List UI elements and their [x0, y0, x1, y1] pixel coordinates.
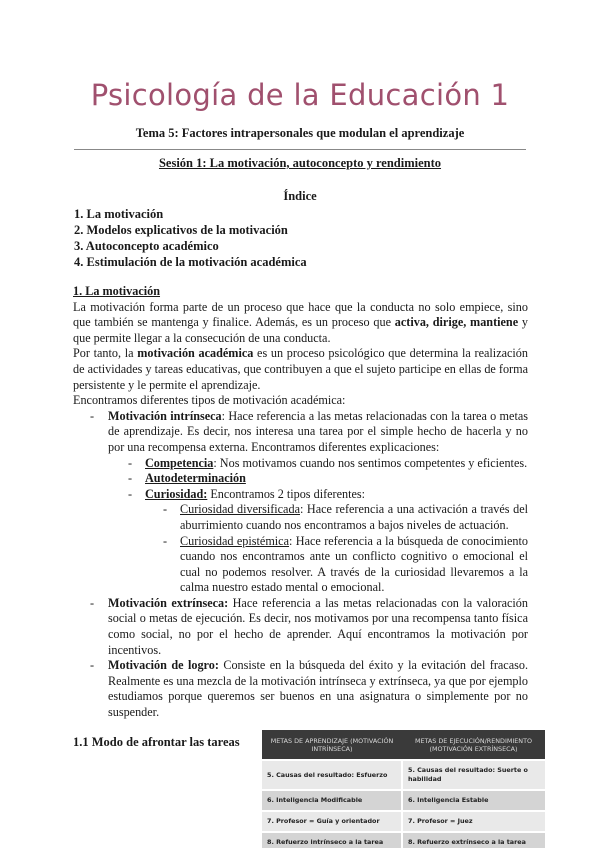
- bullet: -: [128, 471, 133, 486]
- section-1-heading: 1. La motivación: [73, 284, 161, 298]
- table-cell: 5. Causas del resultado: Suerte o habilidad: [402, 760, 545, 790]
- table-cell: 7. Profesor = Juez: [402, 811, 545, 832]
- list-item-competence: - Competencia: Nos motivamos cuando nos sentimos competentes y eficientes.: [128, 455, 528, 470]
- list-item-curiosity: - Curiosidad: Encontramos 2 tipos diferentes:: [128, 486, 366, 501]
- paragraph: Encontramos diferentes tipos de motivación académica:: [73, 393, 346, 408]
- document-title: Psicología de la Educación 1: [90, 78, 510, 112]
- index-heading: Índice: [283, 189, 317, 203]
- table-row: [262, 832, 545, 848]
- table-cell: 8. Refuerzo intrínseco a la tarea: [262, 832, 402, 848]
- bullet: -: [90, 408, 95, 423]
- bullet: -: [90, 658, 95, 673]
- table-cell: 6. Inteligencia Estable: [402, 790, 545, 811]
- toc-item[interactable]: 3. Autoconcepto académico: [74, 239, 219, 253]
- paragraph: La motivación forma parte de un proceso que hace que la conducta no solo empiece, sino que también se mantenga y finalice. Además, es un proceso que activa, dirige, mantiene y que permite llegar a la consecución de una conducta.: [73, 299, 528, 345]
- toc-item[interactable]: 4. Estimulación de la motivación académica: [74, 255, 307, 269]
- bullet: -: [128, 486, 133, 501]
- bullet: -: [163, 502, 168, 517]
- list-item-extrinsic: - Motivación extrínseca: Hace referencia a las metas relacionadas con la valoración social o metas de ejecución. Es decir, nos motivamos por una recompensa tanto física como social, no por el hecho de aprender. Aquí encontramos la motivación por incentivos.: [90, 595, 528, 657]
- horizontal-divider: [74, 149, 526, 150]
- list-item-achievement: - Motivación de logro: Consiste en la búsqueda del éxito y la evitación del fracaso. Realmente es una mezcla de la motivación intrínseca y extrínseca, ya que por ejemplo estudiamos porque queremos ser buenos en una asignatura o simplemente por no suspender.: [90, 658, 529, 720]
- table-cell: 5. Causas del resultado: Esfuerzo: [262, 760, 402, 790]
- table-header: METAS DE APRENDIZAJE (MOTIVACIÓN INTRÍNSECA): [262, 730, 402, 760]
- list-item-intrinsic: - Motivación intrínseca: Hace referencia a las metas relacionadas con la tarea o metas de aprendizaje. Es decir, nos interesa una tarea por el simple hecho de hacerla y no por una recompensa externa. Encontramos diferentes explicaciones:: [90, 408, 528, 454]
- table-cell: 6. Inteligencia Modificable: [262, 790, 402, 811]
- toc-item[interactable]: 2. Modelos explicativos de la motivación: [74, 223, 288, 237]
- list-item-epistemic-curiosity: - Curiosidad epistémica: Hace referencia a la búsqueda de conocimiento cuando nos encontramos ante un conflicto cognitivo o emocional el cual no podemos resolver. A través de la curiosidad llevaremos a la calma nuestro estado mental o emocional.: [163, 533, 528, 595]
- table-row: [262, 760, 545, 790]
- table-cell: 7. Profesor = Guía y orientador: [262, 811, 402, 832]
- bullet: -: [128, 455, 133, 470]
- goals-comparison-table: [262, 730, 545, 848]
- list-item-self-determination: - Autodeterminación: [128, 471, 246, 486]
- toc-item[interactable]: 1. La motivación: [74, 207, 164, 221]
- table-header: METAS DE EJECUCIÓN/RENDIMIENTO (MOTIVACIÓN EXTRÍNSECA): [402, 730, 545, 760]
- bullet: -: [90, 595, 95, 610]
- section-1-1-heading: 1.1 Modo de afrontar las tareas: [73, 735, 240, 749]
- table-row: [262, 811, 545, 832]
- table-row: [262, 790, 545, 811]
- table-of-contents: [74, 206, 526, 270]
- section-1-body: [73, 284, 528, 721]
- paragraph: Por tanto, la motivación académica es un proceso psicológico que determina la realización de actividades y tareas educativas, que contribuyen a que el sujeto participe en ellas de forma persistente y le permite el aprendizaje.: [73, 346, 528, 392]
- bullet: -: [163, 533, 168, 548]
- table-cell: 8. Refuerzo extrínseco a la tarea: [402, 832, 545, 848]
- list-item-diversified-curiosity: - Curiosidad diversificada: Hace referencia a una activación a través del aburrimiento cuando nos encontramos a bajos niveles de actuación.: [163, 502, 528, 532]
- topic-subtitle: Tema 5: Factores intrapersonales que modulan el aprendizaje: [135, 126, 465, 140]
- session-heading: Sesión 1: La motivación, autoconcepto y rendimiento: [158, 156, 442, 170]
